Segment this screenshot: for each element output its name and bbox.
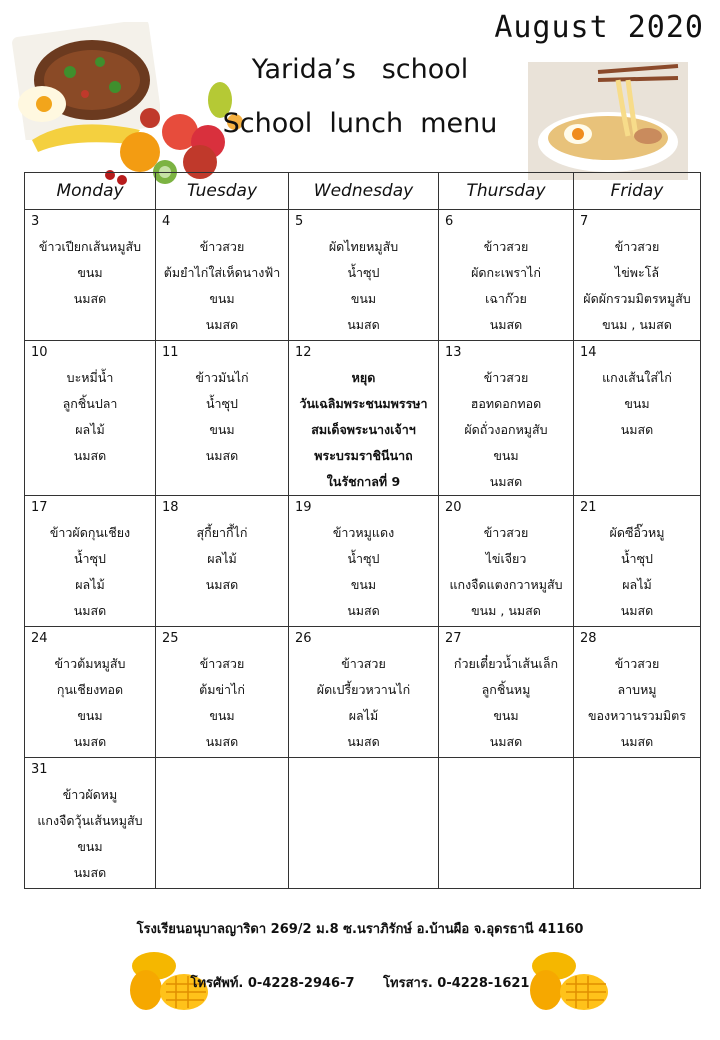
day-number: 20: [445, 500, 462, 515]
day-number: 19: [295, 500, 312, 515]
menu-item: นมสด: [620, 734, 654, 749]
menu-item: น้ำซุป: [206, 396, 238, 411]
day-cell: [289, 210, 439, 341]
weekday-header: Monday: [25, 173, 156, 210]
phone-number: โทรศัพท์. 0-4228-2946-7: [190, 976, 355, 991]
menu-item: ขนม: [209, 422, 235, 437]
menu-item: ไข่พะโล้: [614, 265, 660, 280]
menu-item: เฉาก๊วย: [485, 291, 527, 306]
menu-item: นมสด: [205, 577, 239, 592]
menu-item: ข้าวสวย: [483, 525, 529, 540]
menu-item: ผลไม้: [75, 577, 105, 592]
day-cell: [574, 341, 701, 496]
weekday-header-row: [25, 173, 701, 210]
menu-item: ข้าวต้มหมูสับ: [54, 656, 126, 671]
menu-item: ขนม: [77, 708, 103, 723]
day-cell: [156, 758, 289, 889]
menu-item: ผัดผักรวมมิตรหมูสับ: [583, 291, 691, 306]
menu-item: กุนเชียงทอด: [56, 682, 124, 697]
menu-item: นมสด: [73, 448, 107, 463]
day-number: 7: [580, 214, 589, 229]
school-address: โรงเรียนอนุบาลญาริดา 269/2 ม.8 ซ.นราภิรักษ์ อ.บ้านผือ จ.อุดรธานี 41160: [136, 922, 584, 937]
day-number: 21: [580, 500, 597, 515]
day-cell: [574, 496, 701, 627]
day-number: [156, 758, 288, 782]
day-number: 31: [31, 762, 48, 777]
menu-item: สมเด็จพระนางเจ้าฯ: [311, 422, 416, 437]
menu-item: ก๋วยเตี๋ยวน้ำเส้นเล็ก: [453, 656, 559, 671]
day-number: 12: [295, 345, 312, 360]
menu-item: นมสด: [347, 603, 380, 618]
weekday-header: Wednesday: [289, 173, 439, 210]
menu-item: ข้าวผัดกุนเชียง: [49, 525, 131, 540]
menu-item: วันเฉลิมพระชนมพรรษา: [299, 396, 428, 411]
menu-item: ผัดไทยหมูสับ: [328, 239, 399, 254]
menu-item: ขนม: [209, 708, 235, 723]
menu-item: ผลไม้: [207, 551, 237, 566]
day-number: [574, 758, 700, 782]
day-number: 25: [162, 631, 179, 646]
menu-item: ข้าวสวย: [199, 239, 245, 254]
day-cell: [289, 627, 439, 758]
menu-item: นมสด: [489, 474, 523, 489]
menu-item: ผัดเปรี้ยวหวานไก่: [316, 682, 411, 697]
weekday-header: Tuesday: [156, 173, 289, 210]
day-cell: [25, 341, 156, 496]
menu-item: นมสด: [347, 734, 380, 749]
day-cell: [156, 496, 289, 627]
menu-item: นมสด: [489, 734, 523, 749]
menu-item: แกงเส้นใส่ไก่: [602, 370, 672, 385]
menu-item: ผัดกะเพราไก่: [471, 265, 541, 280]
menu-item: พระบรมราชินีนาถ: [314, 448, 413, 463]
week-row: [25, 496, 701, 627]
menu-item: ข้าวมันไก่: [195, 370, 249, 385]
menu-item: ข้าวสวย: [199, 656, 245, 671]
menu-item: นมสด: [205, 448, 239, 463]
day-number: [439, 758, 573, 782]
day-cell: [25, 758, 156, 889]
week-row: [25, 341, 701, 496]
day-cell: [25, 627, 156, 758]
menu-item: นมสด: [347, 317, 380, 332]
menu-item: ลาบหมู: [617, 682, 657, 697]
menu-title: School lunch menu: [222, 108, 498, 139]
menu-item: ผลไม้: [348, 708, 379, 723]
menu-item: นมสด: [489, 317, 523, 332]
menu-item: นมสด: [73, 734, 107, 749]
menu-item: ขนม: [493, 708, 519, 723]
menu-item: ลูกชิ้นหมู: [481, 682, 531, 697]
weekday-header: Friday: [574, 173, 701, 210]
day-cell: [289, 496, 439, 627]
menu-item: ข้าวสวย: [483, 370, 529, 385]
day-number: 5: [295, 214, 304, 229]
day-cell: [289, 758, 439, 889]
menu-item: แกงจืดแตงกวาหมูสับ: [449, 577, 563, 592]
menu-item: ขนม , นมสด: [471, 603, 541, 618]
menu-item: น้ำซุป: [347, 265, 380, 280]
day-cell: [439, 341, 574, 496]
menu-item: สุกี้ยากี้ไก่: [196, 525, 248, 540]
day-number: 14: [580, 345, 597, 360]
day-number: [289, 758, 438, 782]
menu-item: ขนม: [624, 396, 650, 411]
weekday-header: Thursday: [439, 173, 574, 210]
lunch-menu-calendar: [24, 172, 701, 889]
menu-item: น้ำซุป: [621, 551, 653, 566]
menu-item: ขนม: [209, 291, 235, 306]
month-label: August 2020: [494, 10, 704, 45]
menu-item: นมสด: [73, 865, 107, 880]
day-number: 4: [162, 214, 171, 229]
day-cell: [156, 341, 289, 496]
day-cell: [25, 496, 156, 627]
menu-item: ข้าวสวย: [614, 239, 660, 254]
menu-item: ไข่เจียว: [485, 551, 527, 566]
day-number: 11: [162, 345, 179, 360]
school-name: Yarida’s school: [251, 54, 469, 85]
menu-item: ขนม: [77, 839, 103, 854]
day-cell: [439, 210, 574, 341]
day-cell: [156, 210, 289, 341]
menu-item: ลูกชิ้นปลา: [62, 396, 118, 411]
week-row: [25, 210, 701, 341]
day-number: 6: [445, 214, 454, 229]
menu-item: ผัดซีอิ๊วหมู: [609, 525, 665, 540]
menu-item: หยุด: [351, 370, 376, 385]
menu-item: นมสด: [73, 603, 107, 618]
day-cell: [574, 210, 701, 341]
week-row: [25, 758, 701, 889]
day-number: 26: [295, 631, 312, 646]
menu-item: นมสด: [620, 603, 654, 618]
menu-item: นมสด: [620, 422, 654, 437]
day-cell: [25, 210, 156, 341]
fax-number: โทรสาร. 0-4228-1621: [383, 976, 530, 991]
day-number: 24: [31, 631, 48, 646]
day-number: 13: [445, 345, 462, 360]
day-number: 10: [31, 345, 48, 360]
day-cell: [439, 758, 574, 889]
day-cell: [439, 627, 574, 758]
day-number: 28: [580, 631, 597, 646]
menu-item: ในรัชกาลที่ 9: [326, 474, 401, 489]
menu-item: นมสด: [73, 291, 107, 306]
menu-item: ต้มยำไก่ใส่เห็ดนางฟ้า: [163, 265, 281, 280]
menu-item: ข้าวผัดหมู: [62, 787, 118, 802]
menu-item: นมสด: [205, 734, 239, 749]
menu-item: ขนม: [350, 577, 377, 592]
menu-item: บะหมี่น้ำ: [66, 370, 114, 385]
menu-item: นมสด: [205, 317, 239, 332]
menu-item: ผลไม้: [75, 422, 105, 437]
day-cell: [439, 496, 574, 627]
menu-item: ขนม , นมสด: [602, 317, 672, 332]
menu-item: ข้าวเปียกเส้นหมูสับ: [38, 239, 142, 254]
menu-item: ข้าวสวย: [341, 656, 386, 671]
day-cell: [156, 627, 289, 758]
day-cell: [289, 341, 439, 496]
menu-item: ฮอทดอกทอด: [470, 396, 542, 411]
menu-item: ของหวานรวมมิตร: [587, 708, 687, 723]
day-number: 3: [31, 214, 40, 229]
day-cell: [574, 758, 701, 889]
day-number: 27: [445, 631, 462, 646]
menu-item: ขนม: [350, 291, 377, 306]
menu-item: ขนม: [493, 448, 519, 463]
day-number: 18: [162, 500, 179, 515]
menu-item: แกงจืดวุ้นเส้นหมูสับ: [37, 813, 143, 828]
menu-item: ผลไม้: [622, 577, 652, 592]
menu-item: ข้าวหมูแดง: [332, 525, 395, 540]
menu-item: ผัดถั่วงอกหมูสับ: [464, 422, 548, 437]
contact-line: [0, 972, 720, 993]
menu-item: ข้าวสวย: [483, 239, 529, 254]
menu-item: ต้มข่าไก่: [199, 682, 245, 697]
week-row: [25, 627, 701, 758]
day-cell: [574, 627, 701, 758]
menu-item: ขนม: [77, 265, 103, 280]
day-number: 17: [31, 500, 48, 515]
menu-item: ข้าวสวย: [614, 656, 660, 671]
menu-item: น้ำซุป: [347, 551, 380, 566]
menu-item: น้ำซุป: [74, 551, 106, 566]
